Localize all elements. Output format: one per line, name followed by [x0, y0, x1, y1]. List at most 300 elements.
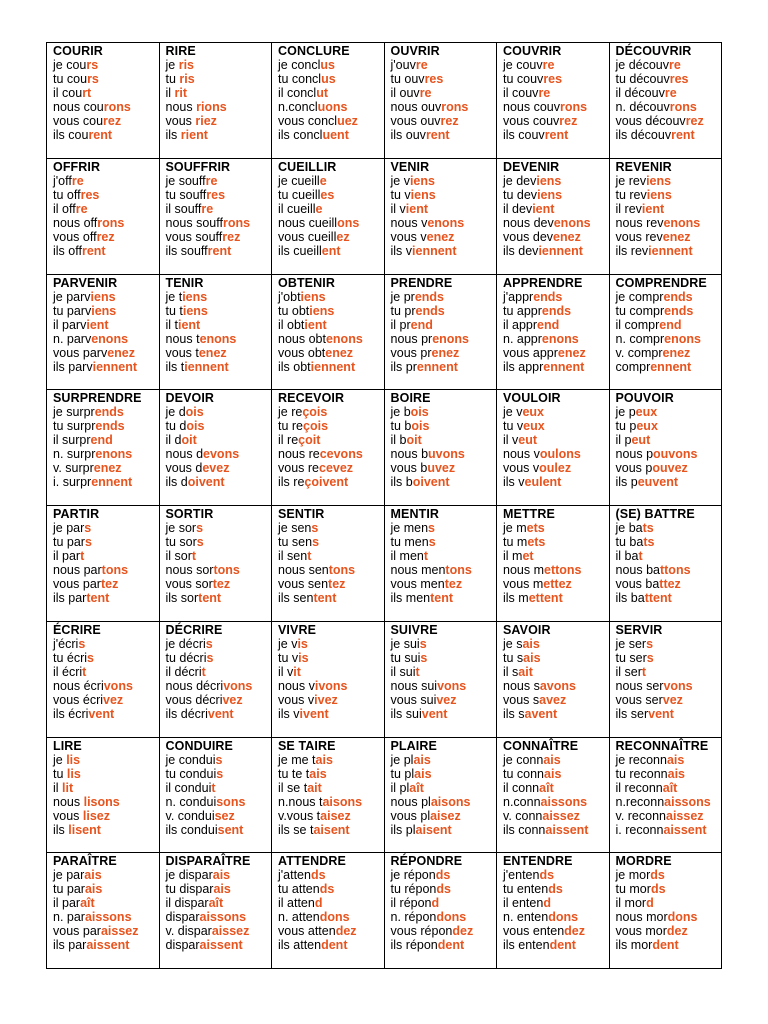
conjugation-stem: il	[165, 86, 175, 100]
conjugation-ending: rs	[87, 72, 99, 86]
conjugation-ending: enez	[662, 229, 691, 244]
conjugation-stem: vous	[165, 114, 196, 128]
conjugation-line	[503, 433, 609, 447]
conjugation-stem: nous sui	[390, 678, 438, 693]
conjugation-stem: vous sui	[390, 692, 437, 707]
verb-cell	[497, 853, 610, 969]
conjugation-ending: avez	[539, 692, 567, 707]
conjugation-stem: ils sui	[390, 706, 422, 721]
conjugation-stem: tu m	[503, 535, 528, 549]
conjugation-ending: ettez	[543, 577, 572, 591]
conjugation-ending: eulent	[524, 475, 562, 490]
conjugation-stem: il condui	[165, 780, 212, 795]
conjugation-ending: tent	[430, 591, 454, 605]
conjugation-ending: vons	[223, 678, 253, 693]
conjugation-line	[53, 521, 159, 535]
conjugation-stem: tu pl	[390, 766, 415, 781]
conjugation-ending: vons	[663, 678, 693, 693]
conjugation-line	[391, 910, 497, 924]
conjugation-line	[503, 202, 609, 216]
verb-title: PARVENIR	[53, 275, 118, 290]
verb-cell	[609, 274, 722, 390]
conjugation-stem: je	[165, 58, 179, 72]
conjugation-stem: je cueill	[278, 173, 320, 188]
conjugation-line	[53, 753, 159, 767]
conjugation-stem: je m	[503, 521, 527, 535]
conjugation-line	[616, 910, 722, 924]
conjugation-line	[391, 868, 497, 882]
conjugation-stem: ils découv	[615, 128, 672, 142]
verb-cell	[609, 43, 722, 159]
conjugation-stem: nous m	[503, 563, 544, 577]
conjugation-stem: il répon	[390, 896, 432, 911]
verb-cell	[272, 506, 385, 622]
conjugation-stem: ils pr	[390, 359, 417, 374]
verb-cell	[272, 853, 385, 969]
conjugation-ending: iennent	[184, 359, 229, 374]
conjugation-stem: il compr	[615, 317, 660, 332]
conjugation-ending: it	[293, 664, 301, 679]
conjugation-ending: uvons	[428, 447, 465, 462]
conjugation-line	[503, 781, 609, 795]
conjugation-stem: nous v	[503, 447, 540, 462]
conjugation-stem: je répon	[390, 868, 436, 883]
conjugation-stem: vous découv	[615, 114, 686, 128]
conjugation-ending: ait	[518, 664, 533, 679]
conjugation-stem: vous appr	[503, 345, 558, 360]
conjugation-line	[391, 318, 497, 332]
conjugation-stem: vous dev	[503, 229, 554, 244]
conjugation-line	[503, 86, 609, 100]
conjugation-stem: tu s	[503, 650, 524, 665]
conjugation-stem: vous cueill	[278, 229, 337, 244]
conjugation-stem: tu off	[53, 187, 81, 202]
conjugation-ending: aissez	[100, 924, 139, 939]
conjugation-stem: tu par	[53, 882, 85, 897]
conjugation-line	[278, 461, 384, 475]
conjugation-stem: je b	[390, 405, 411, 420]
conjugation-stem: je me t	[278, 752, 316, 767]
conjugation-stem: v.vous t	[278, 808, 321, 823]
conjugation-ending: enez	[431, 345, 460, 360]
conjugation-ending: t	[307, 549, 312, 563]
verb-title: ÉCRIRE	[53, 622, 101, 637]
conjugation-stem: je rev	[615, 173, 647, 188]
conjugation-stem: ils	[165, 128, 181, 142]
conjugation-ending: s	[196, 521, 204, 535]
conjugation-stem: ils dev	[503, 243, 539, 258]
conjugation-stem: vous sor	[165, 577, 213, 591]
conjugation-ending: sez	[214, 808, 235, 823]
conjugation-line	[503, 58, 609, 72]
conjugation-ending: ts	[643, 535, 655, 549]
conjugation-line	[503, 823, 609, 837]
conjugation-line	[166, 475, 272, 489]
conjugation-ending: oulez	[539, 461, 572, 476]
conjugation-ending: lis	[66, 766, 81, 781]
conjugation-stem: ils v	[390, 243, 413, 258]
conjugation-line	[278, 707, 384, 721]
table-row	[47, 621, 722, 737]
conjugation-line	[616, 809, 722, 823]
conjugation-line	[616, 447, 722, 461]
verb-title: PARTIR	[53, 507, 100, 521]
conjugation-line	[391, 535, 497, 549]
conjugation-ending: lit	[62, 780, 74, 795]
conjugation-ending: iennent	[310, 359, 356, 374]
conjugation-line	[616, 679, 722, 693]
conjugation-stem: il cou	[53, 86, 83, 100]
conjugation-stem: j'enten	[503, 868, 540, 883]
conjugation-line	[166, 332, 272, 346]
conjugation-stem: vous ouv	[390, 114, 441, 128]
conjugation-line	[53, 938, 159, 952]
conjugation-ending: re	[664, 86, 677, 100]
conjugation-ending: lisons	[83, 794, 120, 809]
conjugation-ending: s	[420, 650, 428, 665]
conjugation-line	[616, 549, 722, 563]
conjugation-ending: res	[543, 72, 563, 86]
conjugation-line	[503, 72, 609, 86]
conjugation-line	[53, 360, 159, 374]
conjugation-stem: n.concl	[278, 100, 318, 114]
conjugation-stem: ils souff	[165, 243, 208, 258]
conjugation-ending: enons	[95, 447, 133, 462]
conjugation-ending: sons	[216, 794, 246, 809]
conjugation-ending: ient	[178, 317, 201, 332]
conjugation-ending: ends	[541, 303, 572, 318]
conjugation-stem: ils obt	[278, 359, 311, 374]
conjugation-ending: ut	[316, 86, 329, 100]
verb-title: RECEVOIR	[278, 391, 345, 406]
conjugation-line	[278, 882, 384, 896]
conjugation-ending: uez	[337, 114, 358, 128]
conjugation-stem: il reconn	[615, 780, 663, 795]
conjugation-stem: ils répon	[390, 938, 438, 953]
conjugation-stem: je pl	[390, 752, 414, 767]
verb-title: PLAIRE	[390, 738, 437, 753]
conjugation-line	[278, 938, 384, 952]
verb-cell	[384, 853, 497, 969]
conjugation-line	[53, 637, 159, 651]
conjugation-line	[616, 332, 722, 346]
conjugation-stem: ils écri	[53, 706, 89, 721]
conjugation-ending: enons	[91, 331, 129, 346]
conjugation-ending: iens	[182, 303, 208, 318]
conjugation-line	[391, 591, 497, 605]
conjugation-line	[53, 823, 159, 837]
verb-cell	[384, 158, 497, 274]
conjugation-stem: compr	[615, 359, 651, 374]
conjugation-line	[166, 809, 272, 823]
verb-cell	[272, 390, 385, 506]
conjugation-ending: aisons	[322, 794, 363, 809]
conjugation-ending: t	[638, 549, 643, 563]
conjugation-line	[503, 693, 609, 707]
verb-cell	[47, 853, 160, 969]
conjugation-stem: nous décri	[165, 678, 224, 693]
conjugation-stem: tu d	[165, 419, 187, 434]
conjugation-stem: dispar	[165, 938, 200, 953]
conjugation-stem: je mor	[615, 868, 651, 883]
conjugation-ending: ttons	[659, 563, 691, 577]
conjugation-stem: ils concl	[278, 128, 323, 142]
conjugation-ending: enons	[432, 331, 470, 346]
conjugation-stem: tu parv	[53, 303, 92, 318]
conjugation-ending: oulons	[539, 447, 581, 462]
conjugation-ending: s	[215, 752, 223, 767]
conjugation-line	[616, 360, 722, 374]
conjugation-stem: tu décri	[165, 650, 207, 665]
conjugation-ending: res	[424, 72, 444, 86]
verb-cell	[384, 274, 497, 390]
conjugation-ending: eux	[635, 405, 658, 420]
conjugation-ending: lisent	[68, 822, 101, 837]
conjugation-stem: nous écri	[53, 678, 104, 693]
conjugation-line	[53, 461, 159, 475]
verb-cell	[384, 621, 497, 737]
conjugation-line	[616, 188, 722, 202]
conjugation-line	[166, 707, 272, 721]
conjugation-line	[616, 100, 722, 114]
conjugation-line	[278, 72, 384, 86]
conjugation-stem: tu par	[53, 535, 85, 549]
conjugation-line	[53, 781, 159, 795]
verb-cell	[384, 506, 497, 622]
conjugation-ending: ouvons	[653, 447, 698, 462]
conjugation-line	[391, 202, 497, 216]
conjugation-line	[166, 304, 272, 318]
conjugation-stem: nous souff	[165, 215, 223, 230]
conjugation-stem: tu v	[503, 419, 524, 434]
conjugation-stem: tu v	[390, 187, 411, 202]
conjugation-ending: aissez	[666, 808, 704, 823]
conjugation-stem: vous d	[165, 461, 203, 476]
verb-cell	[497, 390, 610, 506]
conjugation-line	[503, 114, 609, 128]
conjugation-line	[503, 549, 609, 563]
conjugation-ending: ettent	[528, 591, 563, 605]
verb-cell	[497, 737, 610, 853]
verb-title: LIRE	[53, 738, 82, 753]
conjugation-line	[616, 86, 722, 100]
conjugation-stem: tu b	[390, 419, 412, 434]
conjugation-ending: enez	[325, 345, 354, 360]
conjugation-line	[278, 188, 384, 202]
conjugation-stem: je sor	[165, 521, 197, 535]
conjugation-ending: iennent	[538, 243, 583, 258]
conjugation-stem: je condui	[165, 752, 216, 767]
conjugation-ending: aissons	[664, 794, 711, 809]
conjugation-line	[391, 795, 497, 809]
conjugation-line	[166, 781, 272, 795]
conjugation-ending: us	[321, 72, 336, 86]
conjugation-ending: vez	[662, 692, 683, 707]
verb-title: PARAÎTRE	[53, 854, 117, 869]
conjugation-stem: je couv	[503, 58, 543, 72]
conjugation-ending: ettons	[544, 563, 582, 577]
conjugation-ending: tez	[328, 577, 346, 591]
conjugation-line	[166, 202, 272, 216]
conjugation-stem: ils par	[53, 938, 87, 953]
conjugation-ending: ennent	[650, 359, 692, 374]
verb-cell	[497, 621, 610, 737]
conjugation-line	[503, 868, 609, 882]
conjugation-ending: rent	[81, 243, 106, 258]
verb-cell	[609, 737, 722, 853]
conjugation-stem: tu v	[278, 650, 299, 665]
conjugation-stem: vous men	[390, 577, 445, 591]
conjugation-stem: je t	[165, 289, 183, 304]
conjugation-stem: je ser	[615, 636, 647, 651]
conjugation-ending: ais	[212, 868, 231, 883]
conjugation-ending: ends	[414, 289, 445, 304]
verb-cell	[272, 621, 385, 737]
conjugation-stem: n. parv	[53, 331, 92, 346]
verb-title: COURIR	[53, 44, 103, 58]
conjugation-line	[53, 304, 159, 318]
conjugation-ending: aissent	[86, 938, 130, 953]
conjugation-stem: il s	[503, 664, 519, 679]
conjugation-ending: dez	[452, 924, 474, 939]
conjugation-ending: ds	[436, 882, 451, 897]
conjugation-line	[278, 304, 384, 318]
conjugation-stem: ils ouv	[390, 128, 426, 142]
conjugation-line	[53, 318, 159, 332]
conjugation-ending: rient	[180, 128, 208, 142]
verb-cell	[497, 158, 610, 274]
conjugation-stem: tu surpr	[53, 419, 96, 434]
conjugation-line	[503, 591, 609, 605]
conjugation-line	[166, 318, 272, 332]
conjugation-ending: ets	[527, 535, 546, 549]
conjugation-line	[166, 767, 272, 781]
conjugation-stem: ils rev	[615, 243, 649, 258]
verb-cell	[159, 158, 272, 274]
conjugation-stem: je p	[615, 405, 636, 420]
conjugation-ending: çois	[303, 419, 329, 434]
conjugation-stem: nous couv	[503, 100, 560, 114]
conjugation-line	[503, 521, 609, 535]
conjugation-ending: ait	[307, 780, 322, 795]
conjugation-line	[503, 405, 609, 419]
conjugation-stem: il appr	[503, 317, 538, 332]
conjugation-stem: ils parv	[53, 359, 93, 374]
verb-title: VIVRE	[278, 622, 317, 637]
conjugation-stem: ils v	[278, 706, 300, 721]
verb-cell	[272, 43, 385, 159]
conjugation-ending: evons	[203, 447, 240, 462]
conjugation-ending: s	[428, 535, 436, 549]
table-row	[47, 43, 722, 159]
conjugation-ending: ivez	[314, 692, 338, 707]
conjugation-ending: rez	[685, 114, 704, 128]
conjugation-stem: il obt	[278, 317, 305, 332]
conjugation-line	[503, 795, 609, 809]
conjugation-line	[53, 332, 159, 346]
conjugation-stem: je s	[503, 636, 523, 651]
verb-title: DEVENIR	[503, 159, 560, 174]
conjugation-ending: ais	[84, 882, 103, 897]
conjugation-stem: il enten	[503, 896, 544, 911]
verb-title: SAVOIR	[503, 622, 551, 637]
conjugation-line	[503, 174, 609, 188]
conjugation-ending: ais	[543, 752, 561, 767]
conjugation-stem: ils t	[165, 359, 185, 374]
conjugation-stem: vous v	[503, 461, 540, 476]
conjugation-ending: dons	[548, 910, 579, 925]
conjugation-line	[503, 346, 609, 360]
conjugation-line	[616, 304, 722, 318]
conjugation-stem: v. compr	[615, 345, 663, 360]
conjugation-stem: vous v	[390, 229, 427, 244]
conjugation-ending: aissons	[84, 910, 132, 925]
conjugation-stem: ils sen	[278, 591, 314, 605]
conjugation-line	[616, 938, 722, 952]
conjugation-line	[53, 475, 159, 489]
conjugation-stem: je par	[53, 521, 85, 535]
conjugation-stem: j'écri	[53, 636, 79, 651]
conjugation-ending: re	[669, 58, 681, 72]
conjugation-line	[278, 868, 384, 882]
conjugation-stem: nous obt	[278, 331, 326, 346]
conjugation-line	[278, 795, 384, 809]
conjugation-ending: enez	[662, 345, 691, 360]
conjugation-ending: ivons	[314, 678, 348, 693]
conjugation-line	[503, 809, 609, 823]
conjugation-line	[503, 753, 609, 767]
conjugation-ending: t	[641, 664, 647, 679]
conjugation-line	[616, 475, 722, 489]
conjugation-line	[391, 244, 497, 258]
conjugation-stem: tu dispar	[165, 882, 214, 897]
conjugation-stem: nous mor	[615, 910, 668, 925]
verb-title: VOULOIR	[503, 391, 561, 406]
conjugation-stem: nous	[53, 794, 84, 809]
conjugation-stem: tu découv	[615, 72, 670, 86]
conjugation-line	[391, 433, 497, 447]
conjugation-line	[616, 651, 722, 665]
conjugation-stem: il concl	[278, 86, 317, 100]
conjugation-stem: vous parv	[53, 345, 108, 360]
conjugation-line	[278, 924, 384, 938]
conjugation-ending: tons	[213, 563, 240, 577]
conjugation-line	[53, 174, 159, 188]
conjugation-ending: ends	[94, 405, 124, 420]
conjugation-ending: ient	[405, 201, 429, 216]
conjugation-ending: end	[410, 317, 433, 332]
conjugation-line	[503, 461, 609, 475]
conjugation-ending: ois	[411, 419, 430, 434]
conjugation-stem: il v	[278, 664, 294, 679]
conjugation-stem: tu couv	[503, 72, 544, 86]
conjugation-line	[278, 58, 384, 72]
verb-cell	[609, 621, 722, 737]
conjugation-ending: s	[419, 636, 427, 651]
conjugation-line	[616, 114, 722, 128]
conjugation-ending: ttez	[659, 577, 681, 591]
conjugation-line	[166, 637, 272, 651]
verb-title: CONNAÎTRE	[503, 738, 579, 753]
conjugation-line	[166, 114, 272, 128]
conjugation-stem: ils mor	[615, 938, 653, 953]
conjugation-line	[53, 346, 159, 360]
conjugation-line	[53, 86, 159, 100]
conjugation-stem: il cueill	[278, 201, 316, 216]
conjugation-line	[166, 679, 272, 693]
verb-cell	[159, 621, 272, 737]
verb-title: ENTENDRE	[503, 854, 573, 869]
